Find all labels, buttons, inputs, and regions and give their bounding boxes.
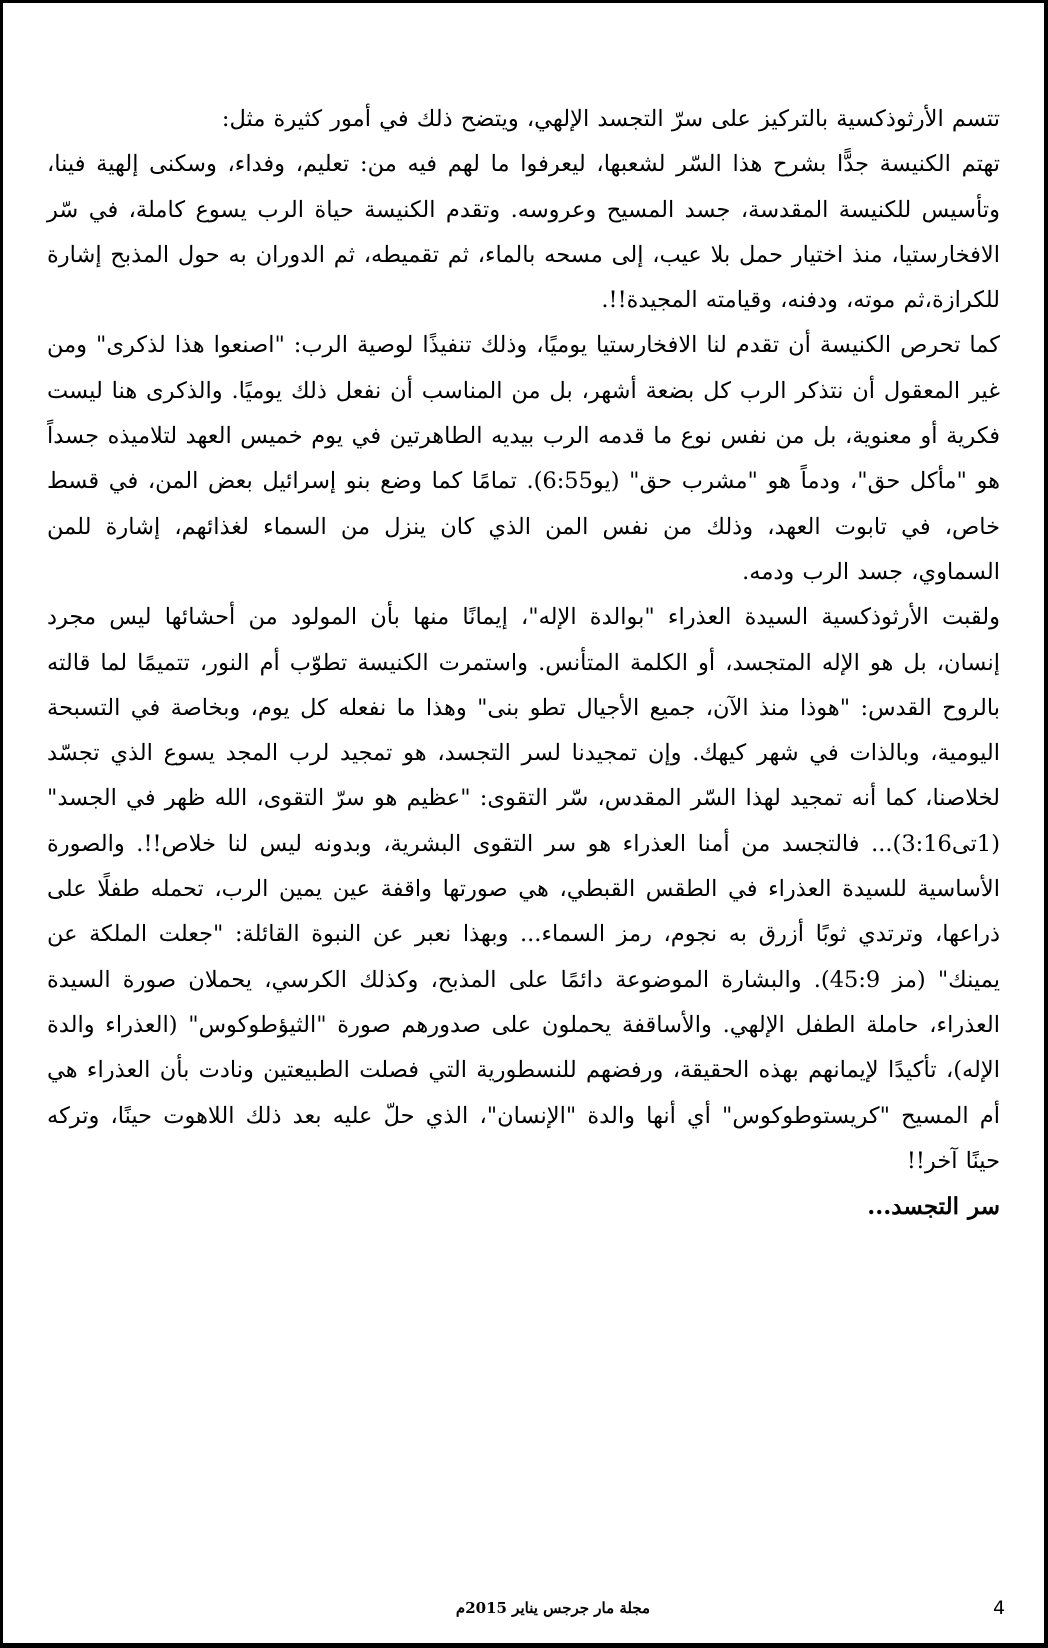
magazine-title: مجلة مار جرجس يناير 2015م xyxy=(455,1599,651,1617)
page-number: 4 xyxy=(993,1597,1006,1619)
paragraph-church-explains-mystery: تهتم الكنيسة جدًّا بشرح هذا السّر لشعبها، ليعرفوا ما لهم فيه من: تعليم، وفداء، وسكنى إلهية فينا، وتأسيس للكنيسة المقدسة، جسد المسيح وعروسه. وتقدم الكنيسة حياة الرب يسوع كاملة، في سّر الافخارستيا، منذ اختيار حمل بلا عيب، إلى مسحه بالماء، ثم تقميطه، ثم الدوران به حول المذبح إشارة للكرازة،ثم موته، ودفنه، وقيامته المجيدة!!. xyxy=(47,151,1000,314)
article-body xyxy=(47,97,1000,1229)
page-footer xyxy=(3,1595,1044,1625)
paragraph-daily-eucharist: كما تحرص الكنيسة أن تقدم لنا الافخارستيا يوميًا، وذلك تنفيذًا لوصية الرب: "اصنعوا هذا لذكرى" ومن غير المعقول أن نتذكر الرب كل بضعة أشهر، بل من المناسب أن نفعل ذلك يوميًا. والذكرى هنا ليست فكرية أو معنوية، بل من نفس نوع ما قدمه الرب بيديه الطاهرتين في يوم خميس العهد لتلاميذه جسداً هو "مأكل حق"، ودماً هو "مشرب حق" (يو6:55). تمامًا كما وضع بنو إسرائيل بعض المن، في قسط خاص، في تابوت العهد، وذلك من نفس المن الذي كان ينزل من السماء لغذائهم، إشارة للمن السماوي، جسد الرب ودمه. xyxy=(47,332,1000,585)
paragraph-intro: تتسم الأرثوذكسية بالتركيز على سرّ التجسد الإلهي، ويتضح ذلك في أمور كثيرة مثل: xyxy=(221,106,1000,132)
paragraph-theotokos: ولقبت الأرثوذكسية السيدة العذراء "بوالدة الإله"، إيمانًا منها بأن المولود من أحشائها ليس مجرد إنسان، بل هو الإله المتجسد، أو الكلمة المتأنس. واستمرت الكنيسة تطوّب أم النور، تتميمًا لما قالته بالروح القدس: "هوذا منذ الآن، جميع الأجيال تطو بنى" وهذا ما نفعله كل يوم، وبخاصة في التسبحة اليومية، وبالذات في شهر كيهك. وإن تمجيدنا لسر التجسد، هو تمجيد لرب المجد يسوع الذي تجسّد لخلاصنا، كما أنه تمجيد لهذا السّر المقدس، سّر التقوى: "عظيم هو سرّ التقوى، الله ظهر في الجسد" (1تى3:16)... فالتجسد من أمنا العذراء هو سر التقوى البشرية، وبدونه ليس لنا خلاص!!. والصورة الأساسية للسيدة العذراء في الطقس القبطي، هي صورتها واقفة عين يمين الرب، تحمله طفلًا على ذراعها، وترتدي ثوبًا أزرق به نجوم، رمز السماء... وبهذا نعبر عن النبوة القائلة: "جعلت الملكة عن يمينك" (مز 45:9). والبشارة الموضوعة دائمًا على المذبح، وكذلك الكرسي، يحملان صورة السيدة العذراء، حاملة الطفل الإلهي. والأساقفة يحملون على صدورهم صورة "الثيؤطوكوس" (العذراء والدة الإله)، تأكيدًا لإيمانهم بهذه الحقيقة، ورفضهم للنسطورية التي فصلت الطبيعتين ونادت بأن العذراء هي أم المسيح "كريستوطوكوس" أي أنها والدة "الإنسان"، الذي حلّ عليه بعد ذلك اللاهوت حينًا، وتركه حينًا آخر!! xyxy=(47,604,1000,1174)
section-heading: سر التجسد... xyxy=(867,1193,1000,1221)
